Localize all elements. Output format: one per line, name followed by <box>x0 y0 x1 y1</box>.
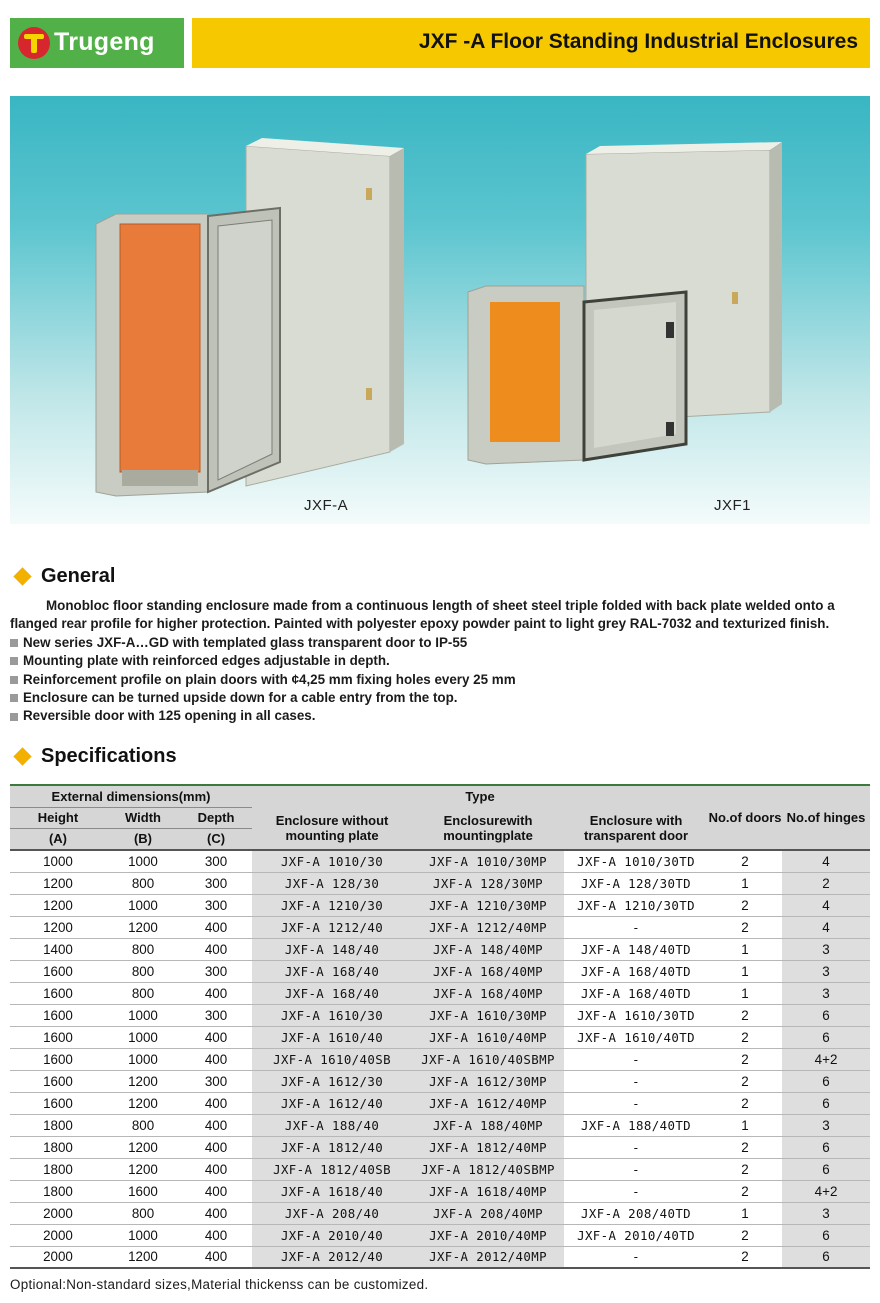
header-a: (A) <box>10 828 106 850</box>
specifications-heading: Specifications <box>41 745 177 767</box>
cell-transparent-door: JXF-A 1010/30TD <box>564 850 708 872</box>
cell-hinges: 6 <box>782 1070 870 1092</box>
cell-depth: 400 <box>180 982 252 1004</box>
cell-depth: 400 <box>180 916 252 938</box>
cell-without-plate: JXF-A 1610/40SB <box>252 1048 412 1070</box>
page-title: JXF -A Floor Standing Industrial Enclosures <box>418 30 858 53</box>
cell-depth: 300 <box>180 1070 252 1092</box>
table-row <box>10 960 870 982</box>
cell-with-plate: JXF-A 208/40MP <box>412 1202 564 1224</box>
cell-doors: 2 <box>708 1026 782 1048</box>
diamond-bullet-icon <box>13 567 31 585</box>
cell-height: 1600 <box>10 1048 106 1070</box>
cell-with-plate: JXF-A 1610/40MP <box>412 1026 564 1048</box>
cell-doors: 1 <box>708 1114 782 1136</box>
cell-hinges: 6 <box>782 1158 870 1180</box>
cell-doors: 1 <box>708 938 782 960</box>
cell-depth: 400 <box>180 938 252 960</box>
header-type: Type <box>252 785 708 807</box>
logo-mark-icon <box>18 27 50 59</box>
square-bullet-icon <box>10 639 18 647</box>
cell-height: 1200 <box>10 894 106 916</box>
cell-without-plate: JXF-A 1610/30 <box>252 1004 412 1026</box>
title-bar <box>192 18 870 68</box>
cell-depth: 400 <box>180 1092 252 1114</box>
cell-with-plate: JXF-A 2012/40MP <box>412 1246 564 1268</box>
cell-width: 1600 <box>106 1180 180 1202</box>
cell-width: 800 <box>106 1114 180 1136</box>
table-row <box>10 938 870 960</box>
cell-depth: 300 <box>180 850 252 872</box>
cell-width: 1200 <box>106 1092 180 1114</box>
cell-height: 1600 <box>10 1004 106 1026</box>
cell-without-plate: JXF-A 2012/40 <box>252 1246 412 1268</box>
cell-depth: 400 <box>180 1202 252 1224</box>
cell-hinges: 6 <box>782 1136 870 1158</box>
cell-depth: 300 <box>180 872 252 894</box>
cell-without-plate: JXF-A 208/40 <box>252 1202 412 1224</box>
cell-without-plate: JXF-A 1812/40SB <box>252 1158 412 1180</box>
cell-transparent-door: JXF-A 208/40TD <box>564 1202 708 1224</box>
cell-transparent-door: JXF-A 148/40TD <box>564 938 708 960</box>
cell-width: 800 <box>106 1202 180 1224</box>
cell-width: 1000 <box>106 850 180 872</box>
cell-width: 1200 <box>106 1158 180 1180</box>
diamond-bullet-icon <box>13 747 31 765</box>
cell-width: 800 <box>106 960 180 982</box>
cell-width: 1000 <box>106 1224 180 1246</box>
general-body <box>10 597 875 726</box>
cell-depth: 400 <box>180 1026 252 1048</box>
table-row <box>10 1180 870 1202</box>
cell-doors: 1 <box>708 982 782 1004</box>
cell-hinges: 3 <box>782 982 870 1004</box>
cell-hinges: 4+2 <box>782 1048 870 1070</box>
cell-transparent-door: - <box>564 1180 708 1202</box>
cell-doors: 1 <box>708 1202 782 1224</box>
cell-width: 1000 <box>106 894 180 916</box>
cell-height: 1600 <box>10 960 106 982</box>
cell-transparent-door: JXF-A 168/40TD <box>564 960 708 982</box>
cell-without-plate: JXF-A 128/30 <box>252 872 412 894</box>
label-jxf1: JXF1 <box>714 497 752 514</box>
product-photo <box>10 96 870 524</box>
cell-hinges: 6 <box>782 1004 870 1026</box>
cell-doors: 2 <box>708 850 782 872</box>
cell-depth: 400 <box>180 1136 252 1158</box>
cell-without-plate: JXF-A 1612/30 <box>252 1070 412 1092</box>
table-row <box>10 1136 870 1158</box>
square-bullet-icon <box>10 657 18 665</box>
cell-depth: 400 <box>180 1246 252 1268</box>
cell-hinges: 6 <box>782 1092 870 1114</box>
label-jxf-a: JXF-A <box>304 497 349 514</box>
header-b: (B) <box>106 828 180 850</box>
table-row <box>10 1202 870 1224</box>
cell-hinges: 6 <box>782 1246 870 1268</box>
list-item <box>10 689 875 707</box>
cell-with-plate: JXF-A 1812/40MP <box>412 1136 564 1158</box>
header-external-dimensions: External dimensions(mm) <box>10 785 252 807</box>
cell-doors: 2 <box>708 1048 782 1070</box>
cell-height: 1800 <box>10 1136 106 1158</box>
cell-without-plate: JXF-A 1612/40 <box>252 1092 412 1114</box>
cell-with-plate: JXF-A 1212/40MP <box>412 916 564 938</box>
cell-transparent-door: - <box>564 1092 708 1114</box>
cell-height: 1600 <box>10 982 106 1004</box>
cell-without-plate: JXF-A 1212/40 <box>252 916 412 938</box>
table-row <box>10 872 870 894</box>
table-row <box>10 1092 870 1114</box>
cell-doors: 1 <box>708 960 782 982</box>
footnote: Optional:Non-standard sizes,Material thickenss can be customized. <box>10 1277 429 1292</box>
enclosure-illustration <box>10 96 870 524</box>
table-row <box>10 850 870 872</box>
cell-transparent-door: - <box>564 1158 708 1180</box>
cell-width: 1200 <box>106 1136 180 1158</box>
cell-height: 1600 <box>10 1070 106 1092</box>
cell-depth: 300 <box>180 894 252 916</box>
cell-height: 1600 <box>10 1092 106 1114</box>
cell-transparent-door: JXF-A 1610/40TD <box>564 1026 708 1048</box>
header-c: (C) <box>180 828 252 850</box>
cell-transparent-door: - <box>564 1246 708 1268</box>
cell-without-plate: JXF-A 148/40 <box>252 938 412 960</box>
cell-height: 1000 <box>10 850 106 872</box>
cell-hinges: 3 <box>782 1114 870 1136</box>
cell-width: 1200 <box>106 1070 180 1092</box>
cell-width: 1000 <box>106 1004 180 1026</box>
cell-doors: 2 <box>708 1070 782 1092</box>
cell-depth: 300 <box>180 960 252 982</box>
header-with-plate: Enclosurewith mountingplate <box>412 807 564 850</box>
cell-height: 1800 <box>10 1114 106 1136</box>
cell-without-plate: JXF-A 1618/40 <box>252 1180 412 1202</box>
table-row <box>10 894 870 916</box>
table-row <box>10 982 870 1004</box>
cell-width: 800 <box>106 938 180 960</box>
cell-transparent-door: JXF-A 168/40TD <box>564 982 708 1004</box>
bullet-text: Reinforcement profile on plain doors with ¢4,25 mm fixing holes every 25 mm <box>23 671 516 687</box>
table-body <box>10 850 870 1268</box>
cell-without-plate: JXF-A 1610/40 <box>252 1026 412 1048</box>
cell-transparent-door: - <box>564 1048 708 1070</box>
general-heading: General <box>41 565 116 587</box>
table-row <box>10 916 870 938</box>
logo-text: Trugeng <box>54 28 155 56</box>
cell-depth: 400 <box>180 1048 252 1070</box>
cell-without-plate: JXF-A 168/40 <box>252 960 412 982</box>
square-bullet-icon <box>10 713 18 721</box>
cell-height: 1200 <box>10 872 106 894</box>
header-height: Height <box>10 807 106 828</box>
cell-with-plate: JXF-A 168/40MP <box>412 960 564 982</box>
list-item <box>10 707 875 725</box>
page-header <box>10 18 870 68</box>
cell-without-plate: JXF-A 1210/30 <box>252 894 412 916</box>
cell-transparent-door: JXF-A 2010/40TD <box>564 1224 708 1246</box>
cell-with-plate: JXF-A 1618/40MP <box>412 1180 564 1202</box>
specifications-table <box>10 784 870 1269</box>
cell-width: 800 <box>106 982 180 1004</box>
cell-doors: 2 <box>708 1246 782 1268</box>
cell-without-plate: JXF-A 2010/40 <box>252 1224 412 1246</box>
cell-height: 1800 <box>10 1180 106 1202</box>
header-depth: Depth <box>180 807 252 828</box>
cell-height: 1400 <box>10 938 106 960</box>
cell-width: 1200 <box>106 916 180 938</box>
cell-doors: 2 <box>708 1136 782 1158</box>
cell-hinges: 3 <box>782 1202 870 1224</box>
cell-with-plate: JXF-A 148/40MP <box>412 938 564 960</box>
bullet-text: Mounting plate with reinforced edges adjustable in depth. <box>23 653 390 669</box>
cell-with-plate: JXF-A 1612/30MP <box>412 1070 564 1092</box>
cell-doors: 2 <box>708 1180 782 1202</box>
list-item <box>10 671 875 689</box>
header-width: Width <box>106 807 180 828</box>
cell-without-plate: JXF-A 1812/40 <box>252 1136 412 1158</box>
cell-width: 1000 <box>106 1048 180 1070</box>
cell-height: 1600 <box>10 1026 106 1048</box>
cell-width: 800 <box>106 872 180 894</box>
table-row <box>10 1114 870 1136</box>
cell-hinges: 4+2 <box>782 1180 870 1202</box>
square-bullet-icon <box>10 694 18 702</box>
cell-height: 2000 <box>10 1202 106 1224</box>
cell-hinges: 6 <box>782 1026 870 1048</box>
cell-transparent-door: JXF-A 128/30TD <box>564 872 708 894</box>
cell-with-plate: JXF-A 1610/30MP <box>412 1004 564 1026</box>
cell-depth: 400 <box>180 1180 252 1202</box>
cell-height: 2000 <box>10 1246 106 1268</box>
cell-with-plate: JXF-A 168/40MP <box>412 982 564 1004</box>
cell-width: 1200 <box>106 1246 180 1268</box>
cell-without-plate: JXF-A 168/40 <box>252 982 412 1004</box>
general-paragraph: Monobloc floor standing enclosure made from a continuous length of sheet steel triple folded with back plate welded onto a flanged rear profile for higher protection. Painted with polyester epoxy powder paint to light grey RAL-7032 and texturized finish. <box>10 598 835 632</box>
cell-transparent-door: - <box>564 1070 708 1092</box>
table-row <box>10 1246 870 1268</box>
cell-height: 1800 <box>10 1158 106 1180</box>
cell-without-plate: JXF-A 1010/30 <box>252 850 412 872</box>
table-row <box>10 1004 870 1026</box>
cell-hinges: 4 <box>782 894 870 916</box>
cell-doors: 2 <box>708 1158 782 1180</box>
cell-doors: 2 <box>708 916 782 938</box>
cell-hinges: 4 <box>782 916 870 938</box>
header-doors: No.of doors <box>708 785 782 850</box>
cell-with-plate: JXF-A 1612/40MP <box>412 1092 564 1114</box>
header-without-plate: Enclosure without mounting plate <box>252 807 412 850</box>
cell-transparent-door: JXF-A 188/40TD <box>564 1114 708 1136</box>
cell-transparent-door: - <box>564 1136 708 1158</box>
list-item <box>10 634 875 652</box>
cell-depth: 400 <box>180 1158 252 1180</box>
cell-depth: 400 <box>180 1224 252 1246</box>
cell-doors: 2 <box>708 1224 782 1246</box>
cell-height: 1200 <box>10 916 106 938</box>
cell-hinges: 4 <box>782 850 870 872</box>
cell-width: 1000 <box>106 1026 180 1048</box>
bullet-text: Reversible door with 125 opening in all cases. <box>23 708 316 724</box>
bullet-text: New series JXF-A…GD with templated glass transparent door to IP-55 <box>23 634 468 650</box>
cell-hinges: 3 <box>782 938 870 960</box>
list-item <box>10 652 875 670</box>
cell-with-plate: JXF-A 188/40MP <box>412 1114 564 1136</box>
cell-transparent-door: JXF-A 1210/30TD <box>564 894 708 916</box>
cell-height: 2000 <box>10 1224 106 1246</box>
table-row <box>10 1070 870 1092</box>
cell-doors: 1 <box>708 872 782 894</box>
header-hinges: No.of hinges <box>782 785 870 850</box>
logo <box>10 18 184 68</box>
cell-hinges: 6 <box>782 1224 870 1246</box>
cell-doors: 2 <box>708 1004 782 1026</box>
cell-doors: 2 <box>708 1092 782 1114</box>
bullet-text: Enclosure can be turned upside down for a cable entry from the top. <box>23 690 458 706</box>
specifications-heading-row <box>10 745 177 768</box>
header-transparent-door: Enclosure with transparent door <box>564 807 708 850</box>
cell-hinges: 3 <box>782 960 870 982</box>
cell-with-plate: JXF-A 1610/40SBMP <box>412 1048 564 1070</box>
cell-depth: 300 <box>180 1004 252 1026</box>
table-row <box>10 1048 870 1070</box>
table-row <box>10 1158 870 1180</box>
table-row <box>10 1026 870 1048</box>
cell-with-plate: JXF-A 1010/30MP <box>412 850 564 872</box>
cell-with-plate: JXF-A 2010/40MP <box>412 1224 564 1246</box>
cell-depth: 400 <box>180 1114 252 1136</box>
cell-transparent-door: JXF-A 1610/30TD <box>564 1004 708 1026</box>
cell-with-plate: JXF-A 128/30MP <box>412 872 564 894</box>
cell-with-plate: JXF-A 1812/40SBMP <box>412 1158 564 1180</box>
cell-doors: 2 <box>708 894 782 916</box>
cell-with-plate: JXF-A 1210/30MP <box>412 894 564 916</box>
cell-transparent-door: - <box>564 916 708 938</box>
table-row <box>10 1224 870 1246</box>
square-bullet-icon <box>10 676 18 684</box>
table-header <box>10 785 870 850</box>
general-heading-row <box>10 565 115 588</box>
cell-without-plate: JXF-A 188/40 <box>252 1114 412 1136</box>
cell-hinges: 2 <box>782 872 870 894</box>
